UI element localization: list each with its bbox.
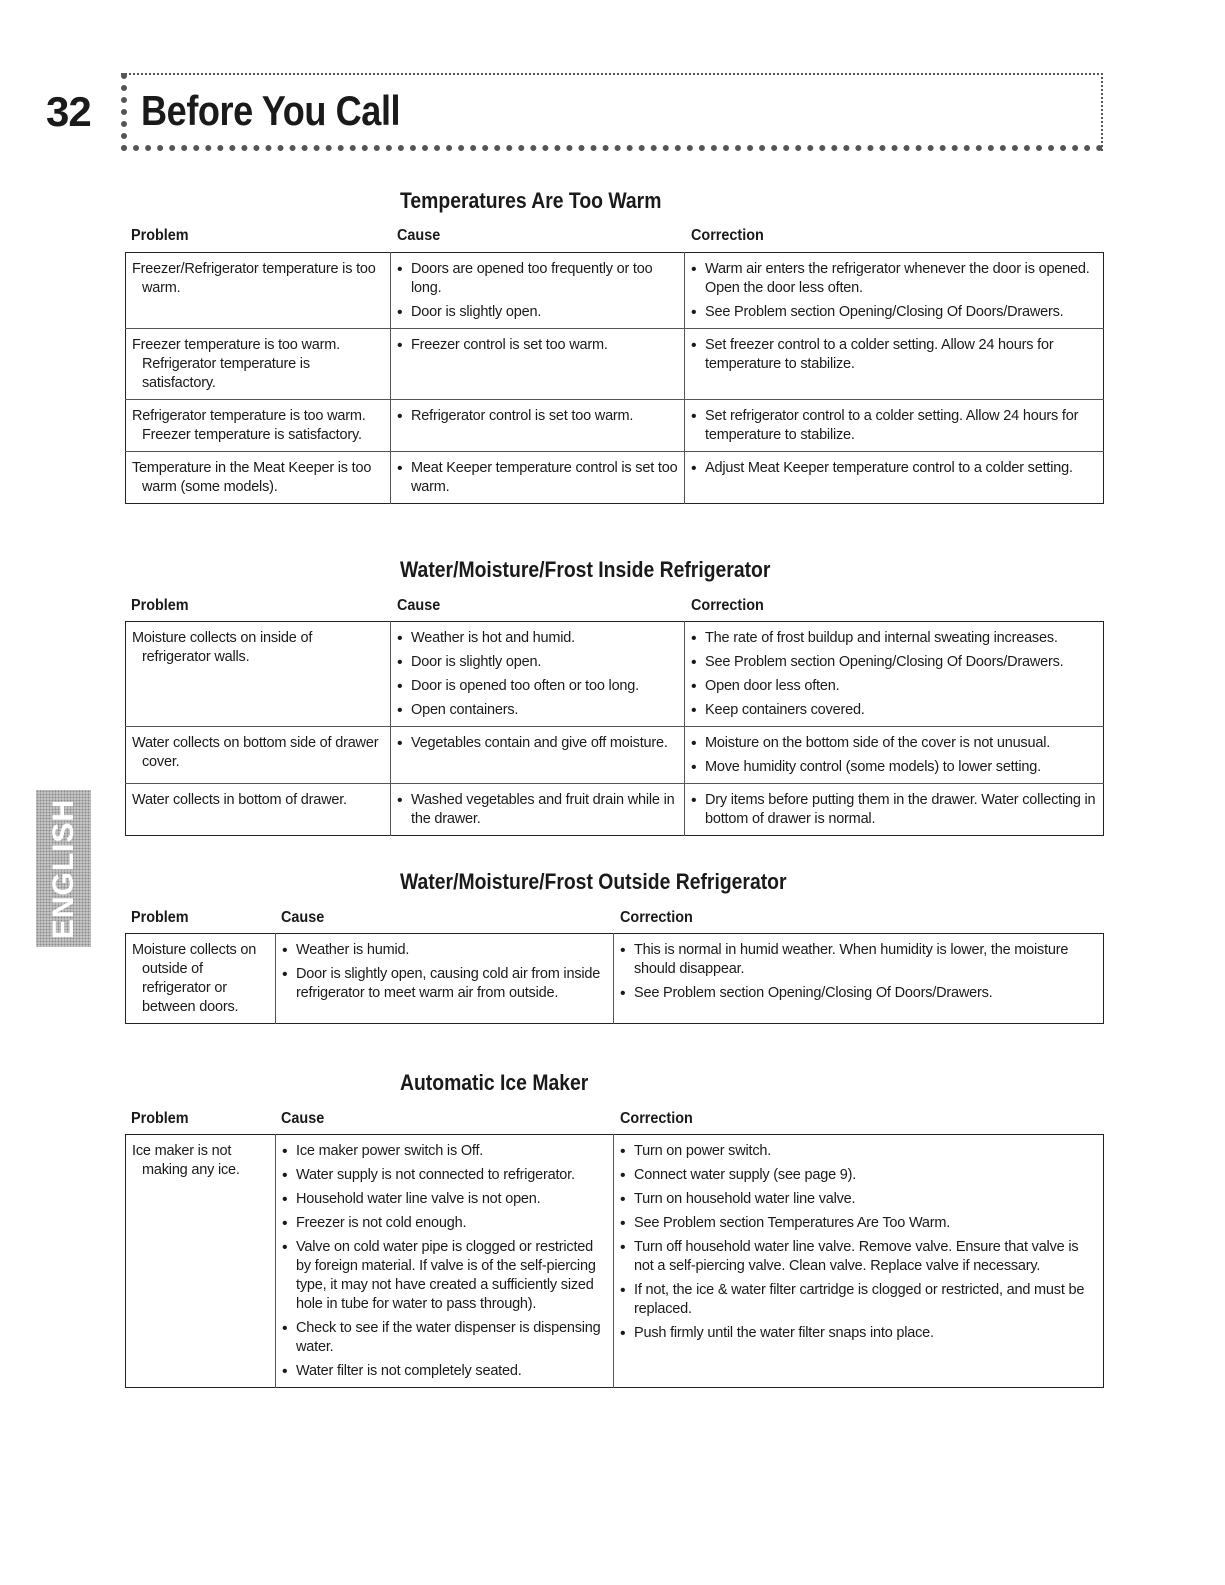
table-water-outside xyxy=(125,933,1104,1024)
header-correction: Correction xyxy=(620,1110,693,1127)
section-title-water-inside: Water/Moisture/Frost Inside Refrigerator xyxy=(400,557,771,582)
header-cause: Cause xyxy=(281,909,325,926)
correction-list xyxy=(691,459,1097,478)
header-correction: Correction xyxy=(691,597,764,614)
correction-item: • See Problem section Opening/Closing Of Doors/Drawers. xyxy=(691,303,1097,322)
cause-item: • Doors are opened too frequently or too long. xyxy=(397,260,678,298)
correction-item: • Turn on household water line valve. xyxy=(620,1190,1097,1209)
table-row xyxy=(126,400,1104,452)
page-number: 32 xyxy=(46,88,91,135)
cause-item: • Check to see if the water dispenser is dispensing water. xyxy=(282,1319,607,1357)
header-correction: Correction xyxy=(620,909,693,926)
cause-item: • Vegetables contain and give off moisture. xyxy=(397,734,678,753)
header-cause: Cause xyxy=(397,227,441,244)
correction-cell xyxy=(685,400,1104,452)
correction-item: • Turn on power switch. xyxy=(620,1142,1097,1161)
cause-item: • Door is slightly open, causing cold air from inside refrigerator to meet warm air from outside. xyxy=(282,965,607,1003)
table-row xyxy=(126,329,1104,400)
table-row xyxy=(126,784,1104,836)
cause-cell xyxy=(391,329,685,400)
correction-cell xyxy=(614,934,1104,1024)
correction-item: • Moisture on the bottom side of the cover is not unusual. xyxy=(691,734,1097,753)
cause-item: • Door is slightly open. xyxy=(397,653,678,672)
problem-cell: Refrigerator temperature is too warm. Freezer temperature is satisfactory. xyxy=(126,400,391,452)
correction-item: • Keep containers covered. xyxy=(691,701,1097,720)
correction-list xyxy=(691,629,1097,720)
correction-list xyxy=(691,260,1097,322)
problem-cell: Freezer/Refrigerator temperature is too warm. xyxy=(126,253,391,329)
cause-item: • Freezer is not cold enough. xyxy=(282,1214,607,1233)
correction-item: • Warm air enters the refrigerator whenever the door is opened. Open the door less often. xyxy=(691,260,1097,298)
cause-cell xyxy=(391,452,685,504)
correction-item: • Connect water supply (see page 9). xyxy=(620,1166,1097,1185)
cause-list xyxy=(397,336,678,355)
cause-item: • Weather is humid. xyxy=(282,941,607,960)
correction-cell xyxy=(685,727,1104,784)
section-title-temperatures: Temperatures Are Too Warm xyxy=(400,188,662,213)
cause-item: • Meat Keeper temperature control is set too warm. xyxy=(397,459,678,497)
cause-item: • Open containers. xyxy=(397,701,678,720)
problem-cell: Freezer temperature is too warm. Refrigerator temperature is satisfactory. xyxy=(126,329,391,400)
correction-list xyxy=(691,336,1097,374)
table-ice-maker xyxy=(125,1134,1104,1388)
problem-cell: Moisture collects on inside of refrigerator walls. xyxy=(126,622,391,727)
correction-item: • Dry items before putting them in the drawer. Water collecting in bottom of drawer is normal. xyxy=(691,791,1097,829)
cause-cell xyxy=(276,1135,614,1388)
cause-cell xyxy=(391,622,685,727)
cause-list xyxy=(282,941,607,1003)
table-row xyxy=(126,452,1104,504)
correction-item: • Set refrigerator control to a colder setting. Allow 24 hours for temperature to stabilize. xyxy=(691,407,1097,445)
correction-item: • Set freezer control to a colder setting. Allow 24 hours for temperature to stabilize. xyxy=(691,336,1097,374)
correction-cell xyxy=(685,452,1104,504)
header-cause: Cause xyxy=(281,1110,325,1127)
cause-cell xyxy=(276,934,614,1024)
correction-item: • See Problem section Opening/Closing Of Doors/Drawers. xyxy=(620,984,1097,1003)
cause-list xyxy=(397,459,678,497)
problem-cell: Moisture collects on outside of refrigerator or between doors. xyxy=(132,942,257,1015)
table-temperatures xyxy=(125,252,1104,504)
correction-item: • This is normal in humid weather. When humidity is lower, the moisture should disappear. xyxy=(620,941,1097,979)
correction-cell xyxy=(614,1135,1104,1388)
problem-cell: Temperature in the Meat Keeper is too warm (some models). xyxy=(132,460,372,495)
cause-cell xyxy=(391,784,685,836)
cause-item: • Water filter is not completely seated. xyxy=(282,1362,607,1381)
cause-item: • Household water line valve is not open. xyxy=(282,1190,607,1209)
cause-item: • Ice maker power switch is Off. xyxy=(282,1142,607,1161)
table-row xyxy=(126,727,1104,784)
cause-list xyxy=(397,629,678,720)
correction-item: • Open door less often. xyxy=(691,677,1097,696)
section-title-water-outside: Water/Moisture/Frost Outside Refrigerator xyxy=(400,869,787,894)
cause-item: • Weather is hot and humid. xyxy=(397,629,678,648)
correction-cell xyxy=(685,784,1104,836)
cause-item: • Valve on cold water pipe is clogged or restricted by foreign material. If valve is of the self-piercing type, it may not have created a sufficiently sized hole in tube for water to pass through). xyxy=(282,1238,607,1314)
correction-item: • See Problem section Temperatures Are Too Warm. xyxy=(620,1214,1097,1233)
header-problem: Problem xyxy=(131,227,189,244)
cause-list xyxy=(397,407,678,426)
correction-list xyxy=(691,734,1097,777)
problem-cell: Water collects on bottom side of drawer cover. xyxy=(126,727,391,784)
correction-item: • Adjust Meat Keeper temperature control to a colder setting. xyxy=(691,459,1097,478)
page-title: Before You Call xyxy=(141,87,401,134)
section-title-ice-maker: Automatic Ice Maker xyxy=(400,1070,589,1095)
cause-cell xyxy=(391,253,685,329)
correction-item: • The rate of frost buildup and internal sweating increases. xyxy=(691,629,1097,648)
correction-item: • Move humidity control (some models) to lower setting. xyxy=(691,758,1097,777)
problem-cell: Ice maker is not making any ice. xyxy=(132,1143,240,1178)
header-problem: Problem xyxy=(131,597,189,614)
correction-list xyxy=(691,407,1097,445)
cause-item: • Door is slightly open. xyxy=(397,303,678,322)
language-side-tab xyxy=(36,790,91,947)
page-title-box xyxy=(121,73,1103,151)
correction-list xyxy=(620,941,1097,1003)
cause-list xyxy=(397,734,678,753)
language-label: ENGLISH xyxy=(46,798,80,939)
table-row xyxy=(126,253,1104,329)
table-water-inside xyxy=(125,621,1104,836)
header-problem: Problem xyxy=(131,909,189,926)
cause-cell xyxy=(391,727,685,784)
table-row xyxy=(126,622,1104,727)
correction-cell xyxy=(685,329,1104,400)
cause-item: • Door is opened too often or too long. xyxy=(397,677,678,696)
correction-item: • See Problem section Opening/Closing Of Doors/Drawers. xyxy=(691,653,1097,672)
problem-cell: Water collects in bottom of drawer. xyxy=(132,792,347,808)
header-correction: Correction xyxy=(691,227,764,244)
table-row xyxy=(126,934,1104,1024)
cause-cell xyxy=(391,400,685,452)
header-problem: Problem xyxy=(131,1110,189,1127)
correction-item: • If not, the ice & water filter cartridge is clogged or restricted, and must be replaced. xyxy=(620,1281,1097,1319)
cause-item: • Water supply is not connected to refrigerator. xyxy=(282,1166,607,1185)
correction-list xyxy=(691,791,1097,829)
correction-item: • Push firmly until the water filter snaps into place. xyxy=(620,1324,1097,1343)
header-cause: Cause xyxy=(397,597,441,614)
table-row xyxy=(126,1135,1104,1388)
cause-list xyxy=(282,1142,607,1381)
cause-list xyxy=(397,791,678,829)
correction-cell xyxy=(685,622,1104,727)
cause-item: • Freezer control is set too warm. xyxy=(397,336,678,355)
cause-item: • Refrigerator control is set too warm. xyxy=(397,407,678,426)
correction-cell xyxy=(685,253,1104,329)
cause-item: • Washed vegetables and fruit drain while in the drawer. xyxy=(397,791,678,829)
correction-item: • Turn off household water line valve. Remove valve. Ensure that valve is not a self-piercing valve. Clean valve. Replace valve if necessary. xyxy=(620,1238,1097,1276)
correction-list xyxy=(620,1142,1097,1343)
cause-list xyxy=(397,260,678,322)
